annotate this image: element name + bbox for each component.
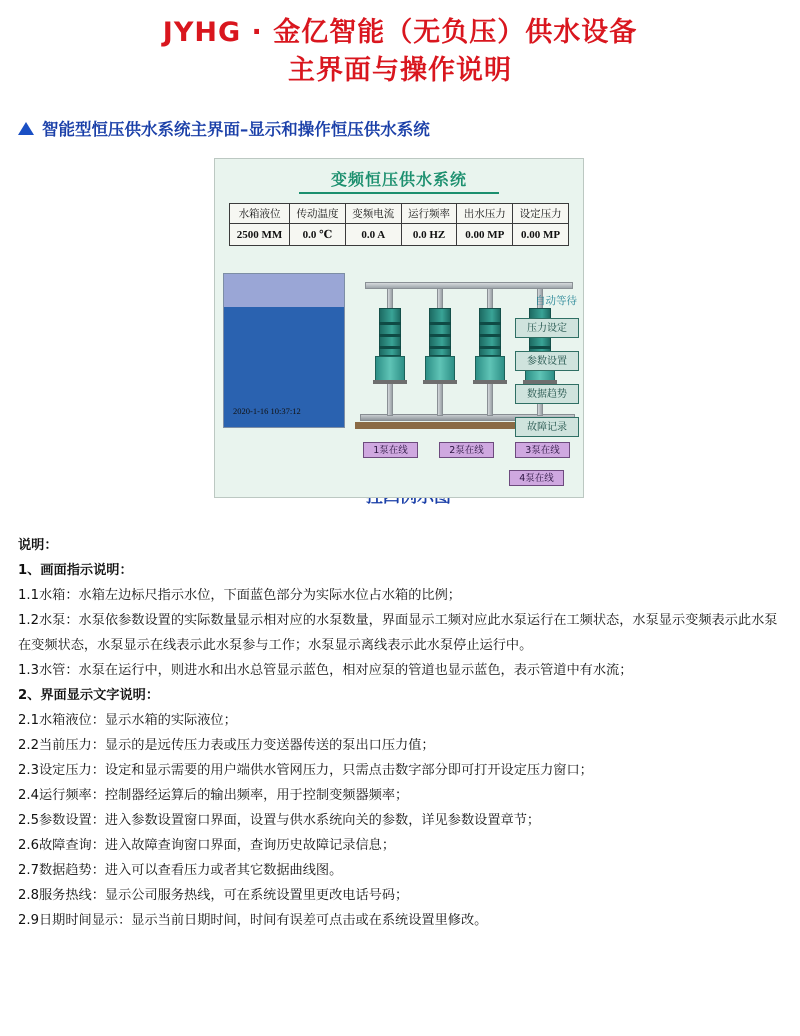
note-item: 2.1水箱液位：显示水箱的实际液位； bbox=[18, 713, 237, 728]
table-header-cell: 变频电流 bbox=[345, 204, 401, 224]
pump-status-badge[interactable]: 2泵在线 bbox=[439, 442, 494, 458]
pump-foot bbox=[373, 380, 407, 384]
pump-downpipe bbox=[487, 382, 493, 416]
table-header-cell: 水箱液位 bbox=[230, 204, 290, 224]
title-line-2: 主界面与操作说明 bbox=[288, 55, 512, 86]
notes-heading: 说明： bbox=[18, 538, 58, 553]
section-heading bbox=[18, 116, 800, 140]
table-header-cell: 设定压力 bbox=[513, 204, 569, 224]
table-header-cell: 传动温度 bbox=[290, 204, 346, 224]
table-value-row bbox=[230, 224, 569, 246]
note-item: 2.9日期时间显示：显示当前日期时间，时间有误差可点击或在系统设置里修改。 bbox=[18, 913, 488, 928]
hmi-screen-title: 变频恒压供水系统 bbox=[330, 170, 467, 189]
parameter-setting-button[interactable]: 参数设置 bbox=[515, 351, 579, 371]
pump-stripe bbox=[429, 334, 451, 337]
data-trend-button[interactable]: 数据趋势 bbox=[515, 384, 579, 404]
table-header-row bbox=[230, 204, 569, 224]
pump-unit[interactable] bbox=[375, 308, 405, 384]
pump-downpipe bbox=[437, 382, 443, 416]
document-title bbox=[0, 0, 800, 90]
auto-wait-status: 自动等待 bbox=[535, 295, 577, 307]
pump-stripe bbox=[429, 322, 451, 325]
section-heading-label: 智能型恒压供水系统主界面–显示和操作恒压供水系统 bbox=[42, 120, 430, 139]
hmi-figure bbox=[214, 158, 586, 498]
table-value-cell[interactable]: 0.0 ℃ bbox=[290, 224, 346, 246]
table-value-cell[interactable]: 0.00 MP bbox=[513, 224, 569, 246]
pump-stripe bbox=[529, 346, 551, 349]
pump-downpipe bbox=[387, 382, 393, 416]
note-item: 2.4运行频率：控制器经运算后的输出频率，用于控制变频器频率； bbox=[18, 788, 409, 803]
table-value-cell[interactable]: 2500 MM bbox=[230, 224, 290, 246]
pump-foot bbox=[473, 380, 507, 384]
pump-unit[interactable] bbox=[475, 308, 505, 384]
note-item: 2.3设定压力：设定和显示需要的用户端供水管网压力，只需点击数字部分即可打开设定压力窗口； bbox=[18, 763, 593, 778]
notes-section bbox=[18, 533, 782, 933]
pump-base bbox=[475, 356, 505, 382]
note-item: 1.3水管：水泵在运行中，则进水和出水总管显示蓝色，相对应泵的管道也显示蓝色，表示管道中有水流； bbox=[18, 663, 633, 678]
note-item: 2.8服务热线：显示公司服务热线，可在系统设置里更改电话号码； bbox=[18, 888, 409, 903]
pump-status-badge[interactable]: 3泵在线 bbox=[515, 442, 570, 458]
table-header-cell: 出水压力 bbox=[457, 204, 513, 224]
hmi-screen bbox=[214, 158, 584, 498]
title-line-1: JYHG · 金亿智能（无负压）供水设备 bbox=[162, 17, 638, 48]
pump-stripe bbox=[479, 334, 501, 337]
table-value-cell[interactable]: 0.00 MP bbox=[457, 224, 513, 246]
pump-status-badge-4[interactable]: 4泵在线 bbox=[509, 470, 564, 486]
hmi-status-table bbox=[229, 203, 569, 246]
note-item: 2.5参数设置：进入参数设置窗口界面，设置与供水系统向关的参数，详见参数设置章节； bbox=[18, 813, 541, 828]
pump-stripe bbox=[379, 346, 401, 349]
fault-record-button[interactable]: 故障记录 bbox=[515, 417, 579, 437]
pump-status-badge[interactable]: 1泵在线 bbox=[363, 442, 418, 458]
table-value-cell[interactable]: 0.0 A bbox=[345, 224, 401, 246]
water-tank bbox=[223, 273, 345, 428]
notes-group1-title: 1、画面指示说明： bbox=[18, 563, 133, 578]
pump-base bbox=[375, 356, 405, 382]
hmi-graphic-area bbox=[215, 246, 585, 471]
note-item: 2.2当前压力：显示的是远传压力表或压力变送器传送的泵出口压力值； bbox=[18, 738, 435, 753]
hmi-title-underline bbox=[299, 192, 499, 194]
pump-base bbox=[425, 356, 455, 382]
note-item: 2.7数据趋势：进入可以查看压力或者其它数据曲线图。 bbox=[18, 863, 343, 878]
note-item: 2.6故障查询：进入故障查询窗口界面，查询历史故障记录信息； bbox=[18, 838, 396, 853]
pump-unit[interactable] bbox=[425, 308, 455, 384]
notes-group2-title: 2、界面显示文字说明： bbox=[18, 688, 160, 703]
pump-stripe bbox=[429, 346, 451, 349]
date-time-display[interactable]: 2020-1-16 10:37:12 bbox=[233, 406, 301, 416]
table-header-cell: 运行频率 bbox=[401, 204, 457, 224]
pump-stripe bbox=[379, 334, 401, 337]
tank-upper-band bbox=[224, 274, 344, 307]
note-item: 1.2水泵：水泵依参数设置的实际数量显示相对应的水泵数量，界面显示工频对应此水泵运行在工频状态，水泵显示变频表示此水泵在变频状态，水泵显示在线表示此水泵参与工作；水泵显示离线表示此水泵停止运行中。 bbox=[18, 613, 778, 653]
pump-stripe bbox=[479, 322, 501, 325]
pump-stripe bbox=[379, 322, 401, 325]
note-item: 1.1水箱：水箱左边标尺指示水位，下面蓝色部分为实际水位占水箱的比例； bbox=[18, 588, 461, 603]
triangle-bullet-icon bbox=[18, 122, 34, 135]
pressure-setting-button[interactable]: 压力设定 bbox=[515, 318, 579, 338]
pump-foot bbox=[423, 380, 457, 384]
pump-stripe bbox=[479, 346, 501, 349]
table-value-cell[interactable]: 0.0 HZ bbox=[401, 224, 457, 246]
